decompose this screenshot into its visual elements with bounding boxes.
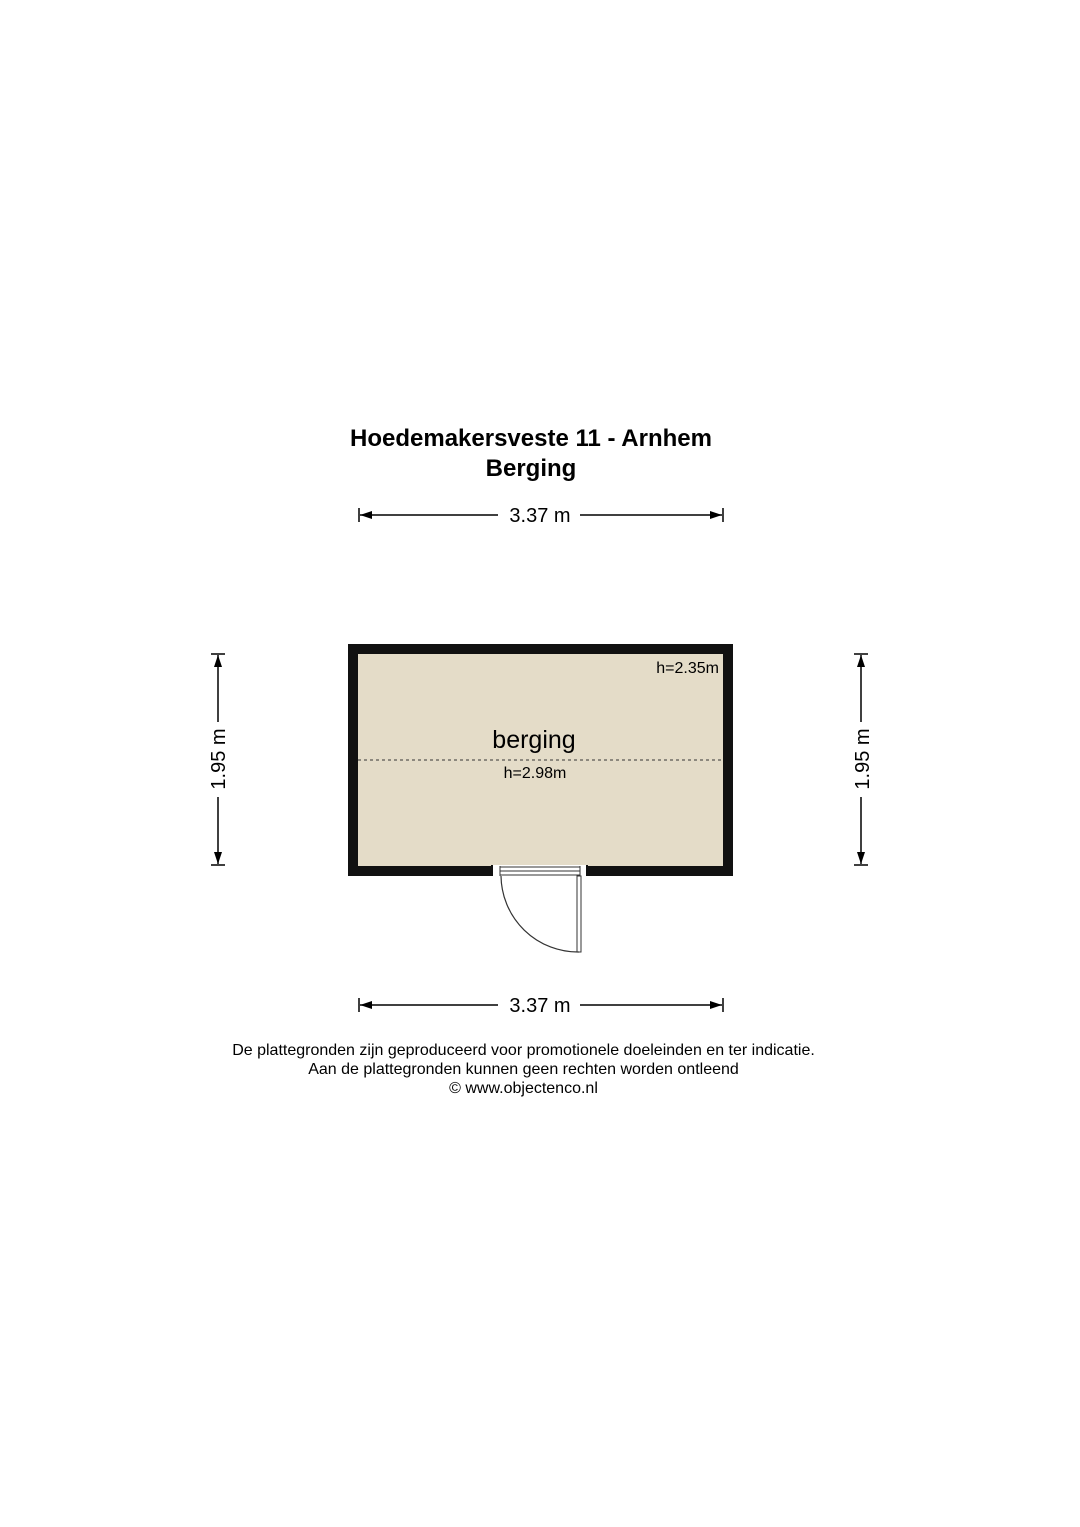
dimension-right-label: 1.95 m (852, 728, 874, 790)
wall-height-label: h=2.35m (656, 660, 719, 677)
dimension-top (359, 505, 723, 527)
dimension-right (852, 654, 874, 865)
dimension-left-label: 1.95 m (208, 728, 230, 790)
plan-title: Hoedemakersveste 11 - Arnhem (350, 425, 712, 452)
dimension-top-label: 3.37 m (509, 505, 571, 527)
plan-subtitle: Berging (485, 455, 577, 482)
copyright-line: © www.objectenco.nl (449, 1080, 598, 1097)
disclaimer-line-1: De plattegronden zijn geproduceerd voor promotionele doeleinden en ter indicatie. (232, 1042, 815, 1059)
room-name-label: berging (492, 726, 576, 754)
disclaimer-line-2: Aan de plattegronden kunnen geen rechten worden ontleend (308, 1061, 739, 1078)
dimension-bottom (359, 995, 723, 1017)
door-swing (501, 876, 581, 952)
dimension-left (208, 654, 230, 865)
ridge-height-label: h=2.98m (503, 765, 567, 782)
dimension-bottom-label: 3.37 m (509, 995, 571, 1017)
